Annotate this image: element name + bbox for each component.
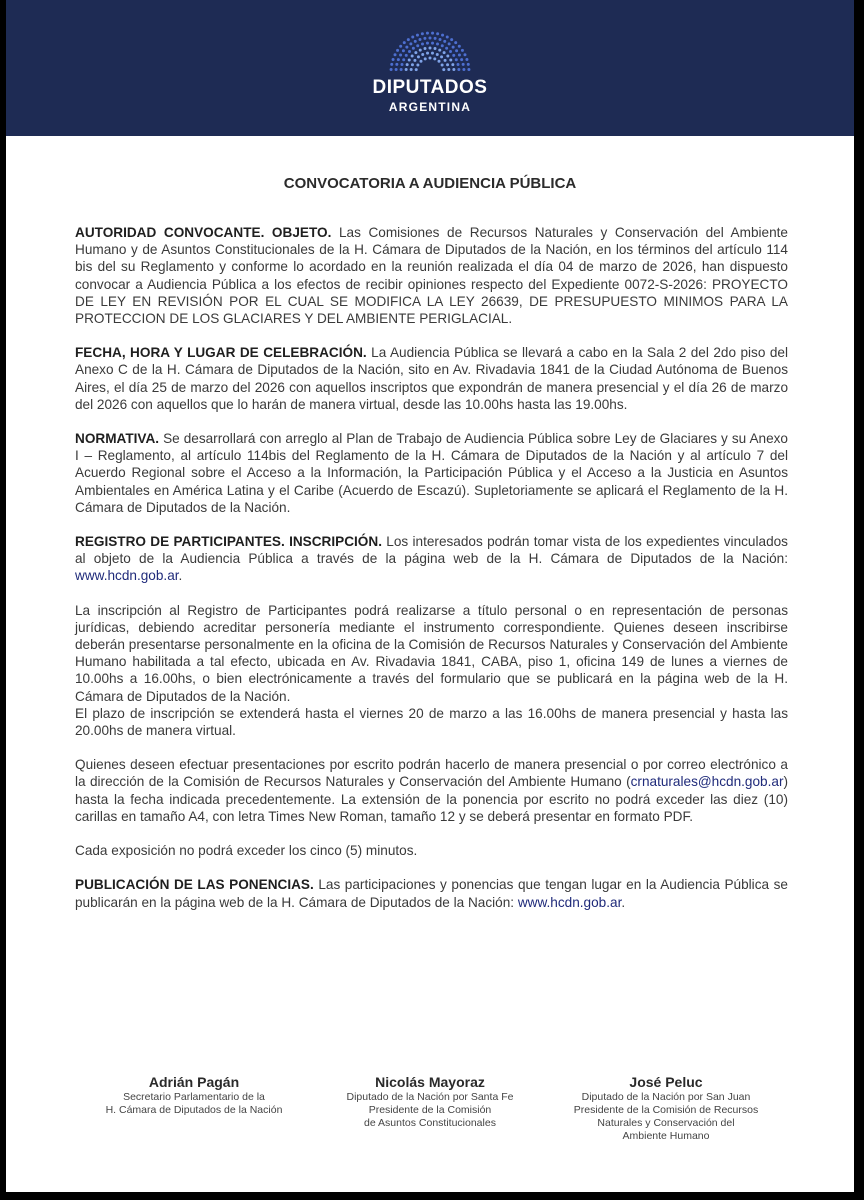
hemicycle-seat	[418, 38, 421, 41]
signer-role: Secretario Parlamentario de la	[123, 1091, 265, 1103]
hemicycle-seat	[458, 45, 461, 48]
hemicycle-seat	[454, 41, 457, 44]
signer-role: Presidente de la Comisión de Recursos	[573, 1104, 759, 1116]
hemicycle-seat	[405, 54, 408, 57]
hemicycle-seat	[457, 63, 460, 66]
hemicycle-seat	[465, 58, 468, 61]
presentaciones-paragraph: Quienes deseen efectuar presentaciones por escrito podrán hacerlo de manera presencial o por correo electrónico a la dirección de la Comisión de Recursos Naturales y Conservación del Ambiente Humano (crnaturales@hcdn.gob.ar) hasta la fecha indicada precedentemente. La extensión de la ponencia por escrito no podrá exceder las diez (10) carillas en tamaño A4, con letra Times New Roman, tamaño 12 y se deberá presentar en formato PDF.	[75, 757, 788, 824]
hemicycle-seat	[458, 54, 461, 57]
document-body	[75, 224, 788, 928]
hemicycle-seat	[449, 59, 452, 62]
hemicycle-seat	[446, 63, 449, 66]
hemicycle-seat	[400, 68, 403, 71]
hemicycle-seat	[429, 57, 432, 60]
hemicycle-seat	[408, 59, 411, 62]
hemicycle-logo-icon	[388, 28, 472, 74]
section-text: La Audiencia Pública se llevará a cabo en la Sala 2 del 2do piso del Anexo C de la H. Cámara de Diputados de la Nación, sito en Av. Rivadavia 1841 de la Ciudad Autónoma de Buenos Aires, el día 25 de marzo del 2026 con aquellos inscriptos que expondrán de manera presencial y el día 26 de marzo del 2026 con aquellos que lo harán de manera virtual, desde las 10.00hs hasta las 19.00hs.	[75, 345, 788, 412]
hemicycle-seat	[417, 55, 420, 58]
hemicycle-seat	[434, 37, 437, 40]
hemicycle-seat	[421, 42, 424, 45]
section-heading: REGISTRO DE PARTICIPANTES. INSCRIPCIÓN.	[75, 534, 382, 550]
section-heading: PUBLICACIÓN DE LAS PONENCIAS.	[75, 877, 314, 893]
hemicycle-seat	[423, 37, 426, 40]
hemicycle-seat	[410, 68, 413, 71]
hemicycle-seat	[416, 64, 419, 67]
hemicycle-seat	[450, 38, 453, 41]
hemicycle-seat	[411, 63, 414, 66]
hcdn-website-link[interactable]: www.hcdn.gob.ar	[75, 568, 179, 584]
hemicycle-seat	[412, 47, 415, 50]
hemicycle-seat	[429, 47, 432, 50]
hemicycle-seat	[409, 42, 412, 45]
signer-role: Naturales y Conservación del	[597, 1117, 735, 1129]
hemicycle-seat	[443, 51, 446, 54]
hemicycle-seat	[392, 58, 395, 61]
hemicycle-seat	[467, 68, 470, 71]
hemicycle-seat	[426, 32, 429, 35]
section-heading: FECHA, HORA Y LUGAR DE CELEBRACIÓN.	[75, 345, 367, 361]
hemicycle-seat	[405, 68, 408, 71]
hemicycle-seat	[446, 54, 449, 57]
signer-name: Adrián Pagán	[148, 1074, 240, 1090]
hemicycle-seat	[462, 68, 465, 71]
hemicycle-seat	[461, 49, 464, 52]
hemicycle-seat	[421, 53, 424, 56]
header-banner	[6, 0, 854, 136]
hemicycle-seat	[413, 59, 416, 62]
signer-name: José Peluc	[629, 1074, 703, 1090]
hemicycle-seat	[436, 53, 439, 56]
plazo-paragraph: El plazo de inscripción se extenderá hasta el viernes 20 de marzo a las 16.00hs de manera presencial y hasta las 20.00hs de manera virtual.	[75, 705, 788, 739]
hemicycle-seat	[390, 63, 393, 66]
signature-peluc	[546, 1073, 786, 1143]
hemicycle-seat	[433, 47, 436, 50]
section-heading: NORMATIVA.	[75, 431, 160, 447]
hemicycle-seat	[449, 50, 452, 53]
hemicycle-seat	[411, 54, 414, 57]
hemicycle-seat	[407, 38, 410, 41]
section-text: Los interesados podrán tomar vista de los expedientes vinculados al objeto de la Audiencia Pública a través de la página web de la H. Cámara de Diputados de la Nación:	[75, 534, 788, 567]
hemicycle-seat	[403, 41, 406, 44]
hemicycle-seat	[451, 63, 454, 66]
document-page	[6, 0, 854, 1192]
hemicycle-seat	[447, 68, 450, 71]
section-publicacion: PUBLICACIÓN DE LAS PONENCIAS. Las participaciones y ponencias que tengan lugar en la Audiencia Pública se publicarán en la página web de la H. Cámara de Diputados de la Nación: www.hcdn.gob.ar.	[75, 877, 788, 910]
hemicycle-seat	[457, 68, 460, 71]
hemicycle-seat	[424, 57, 427, 60]
hemicycle-seat	[402, 49, 405, 52]
hemicycle-seat	[405, 46, 408, 49]
hemicycle-seat	[442, 68, 445, 71]
hemicycle-seat	[395, 68, 398, 71]
hemicycle-seat	[411, 36, 414, 39]
hemicycle-seat	[396, 49, 399, 52]
hemicycle-seat	[444, 59, 447, 62]
hemicycle-seat	[415, 68, 418, 71]
hemicycle-seat	[399, 45, 402, 48]
hemicycle-seat	[452, 68, 455, 71]
section-autoridad	[75, 224, 788, 327]
email-link[interactable]: crnaturales@hcdn.gob.ar	[630, 774, 784, 790]
hemicycle-seat	[441, 34, 444, 37]
hemicycle-seat	[463, 53, 466, 56]
hemicycle-seat	[419, 49, 422, 52]
hemicycle-seat	[452, 54, 455, 57]
section-text: Las Comisiones de Recursos Naturales y Conservación del Ambiente Humano y de Asuntos Constitucionales de la H. Cámara de Diputados de la Nación, en los términos del artículo 114 bis del su Reglamento y conforme lo acordado en la reunión realizada el día 04 de marzo de 2026, han dispuesto convocar a Audiencia Pública a los efectos de recibir opiniones respecto del Expediente 0072-S-2026: PROYECTO DE LEY EN REVISIÓN POR EL CUAL SE MODIFICA LA LEY 26639, DE PRESUPUESTO MINIMOS PARA LA PROTECCION DE LOS GLACIARES Y DEL AMBIENTE PERIGLACIAL.	[75, 225, 788, 327]
signature-mayoraz	[310, 1073, 550, 1130]
section-registro: REGISTRO DE PARTICIPANTES. INSCRIPCIÓN. Los interesados podrán tomar vista de los expedientes vinculados al objeto de la Audiencia Pública a través de la página web de la H. Cámara de Diputados de la Nación: www.hcdn.gob.ar.	[75, 534, 788, 584]
hemicycle-seat	[426, 52, 429, 55]
hemicycle-seat	[441, 44, 444, 47]
signature-pagan	[74, 1073, 314, 1117]
hemicycle-seat	[426, 42, 429, 45]
section-normativa	[75, 430, 788, 516]
inscripcion-paragraph: La inscripción al Registro de Participantes podrá realizarse a título personal o en representación de personas jurídicas, debiendo acreditar personería mediante el instrumento correspondiente. Quienes deseen inscribirse deberán presentarse personalmente en la oficina de la Comisión de Recursos Naturales y Conservación del Ambiente Humano habilitada a tal efecto, ubicada en Av. Rivadavia 1841, CABA, piso 1, oficina 149 de lunes a viernes de 10.00hs a 16.00hs, o bien electrónicamente a través del formulario que se publicará en la página web de la H. Cámara de Diputados de la Nación.	[75, 602, 788, 704]
section-text: Las participaciones y ponencias que tengan lugar en la Audiencia Pública se publicarán en la página web de la H. Cámara de Diputados de la Nación:	[75, 877, 788, 910]
hemicycle-seat	[390, 68, 393, 71]
hemicycle-seat	[420, 60, 423, 63]
hemicycle-seat	[438, 60, 441, 63]
section-heading: AUTORIDAD CONVOCANTE. OBJETO.	[75, 225, 332, 240]
hemicycle-seat	[421, 32, 424, 35]
logo-subtitle: ARGENTINA	[388, 100, 472, 114]
hemicycle-seat	[431, 32, 434, 35]
hcdn-website-link[interactable]: www.hcdn.gob.ar	[517, 894, 622, 910]
hemicycle-seat	[452, 46, 455, 49]
hemicycle-seat	[439, 38, 442, 41]
hemicycle-seat	[424, 47, 427, 50]
hemicycle-seat	[438, 49, 441, 52]
hemicycle-seat	[395, 63, 398, 66]
hemicycle-seat	[436, 42, 439, 45]
hemicycle-seat	[446, 36, 449, 39]
signer-role: Diputado de la Nación por San Juan	[581, 1091, 751, 1103]
hemicycle-seat	[406, 63, 409, 66]
section-fecha	[75, 344, 788, 413]
logo-title: DIPUTADOS	[372, 77, 488, 98]
hemicycle-seat	[440, 55, 443, 58]
hemicycle-seat	[416, 44, 419, 47]
signer-role: de Asuntos Constitucionales	[364, 1117, 496, 1129]
signer-name: Nicolás Mayoraz	[375, 1074, 485, 1090]
hemicycle-seat	[394, 53, 397, 56]
hemicycle-seat	[443, 40, 446, 43]
hemicycle-seat	[416, 34, 419, 37]
hemicycle-seat	[399, 54, 402, 57]
hemicycle-seat	[441, 64, 444, 67]
hemicycle-seat	[455, 58, 458, 61]
hemicycle-seat	[414, 51, 417, 54]
hemicycle-seat	[433, 57, 436, 60]
hemicycle-seat	[455, 49, 458, 52]
hemicycle-seat	[431, 52, 434, 55]
hemicycle-seat	[467, 63, 470, 66]
document-title: CONVOCATORIA A AUDIENCIA PÚBLICA	[283, 175, 577, 192]
signer-role: Presidente de la Comisión	[368, 1104, 492, 1116]
hemicycle-seat	[431, 42, 434, 45]
hemicycle-seat	[400, 63, 403, 66]
hemicycle-seat	[408, 50, 411, 53]
hemicycle-seat	[448, 42, 451, 45]
section-text: Se desarrollará con arreglo al Plan de Trabajo de Audiencia Pública sobre Ley de Glaciares y su Anexo I – Reglamento, al artículo 114bis del Reglamento de la H. Cámara de Diputados de la Nación y al artículo 7 del Acuerdo Regional sobre el Acceso a la Información, la Participación Pública y el Acceso a la Justicia en Asuntos Ambientales en América Latina y el Caribe (Acuerdo de Escazú). Supletoriamente se aplicará el Reglamento de la H. Cámara de Diputados de la Nación.	[75, 431, 788, 515]
hemicycle-seat	[414, 40, 417, 43]
hemicycle-seat	[445, 47, 448, 50]
hemicycle-seat	[429, 37, 432, 40]
hemicycle-seat	[397, 58, 400, 61]
signer-role: Diputado de la Nación por Santa Fe	[346, 1091, 514, 1103]
hemicycle-seat	[462, 63, 465, 66]
exposicion-paragraph: Cada exposición no podrá exceder los cinco (5) minutos.	[75, 843, 418, 859]
hemicycle-seat	[460, 58, 463, 61]
signer-role: H. Cámara de Diputados de la Nación	[105, 1104, 283, 1116]
hemicycle-seat	[402, 58, 405, 61]
hemicycle-seat	[436, 32, 439, 35]
signer-role: Ambiente Humano	[622, 1130, 710, 1142]
